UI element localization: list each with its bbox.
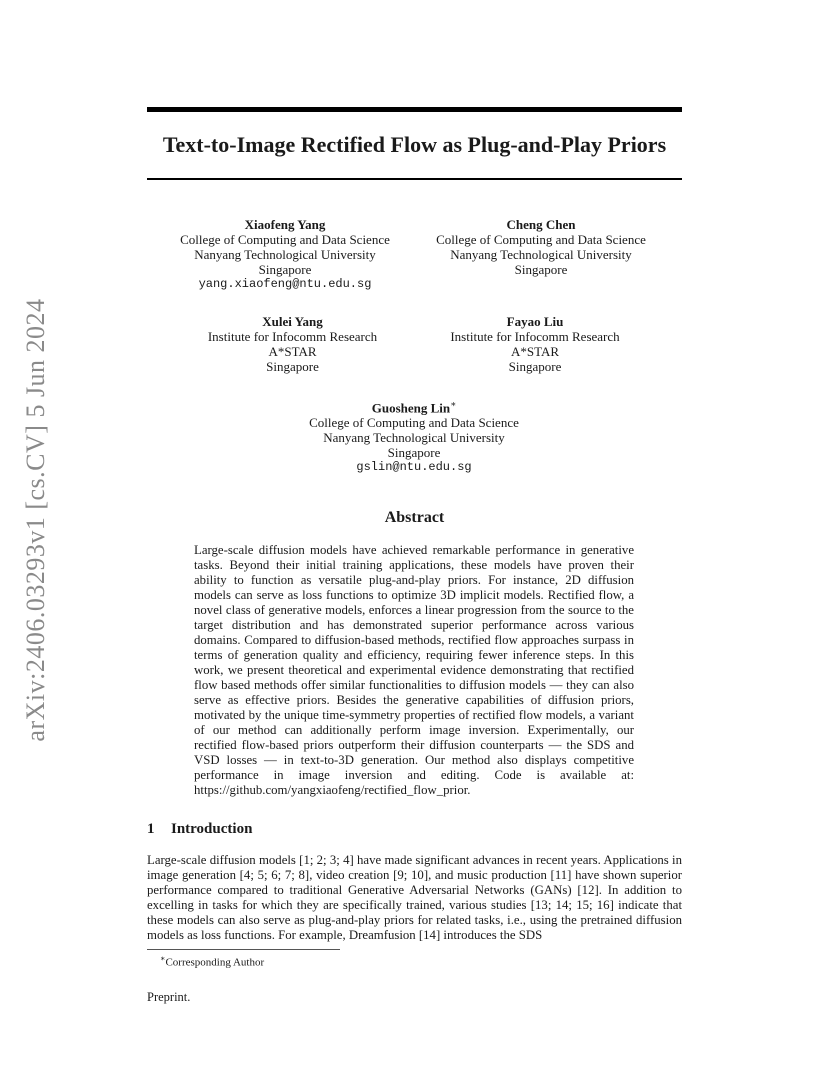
author-location: Singapore bbox=[514, 262, 568, 277]
author-affiliation: Institute for Infocomm Research bbox=[207, 329, 378, 344]
author-block bbox=[426, 217, 656, 277]
footnote-marker: ∗ bbox=[160, 954, 166, 963]
author-name: Xulei Yang bbox=[262, 314, 323, 329]
preprint-label: Preprint. bbox=[147, 990, 191, 1004]
paper-title: Text-to-Image Rectified Flow as Plug-and-Play Priors bbox=[162, 132, 667, 157]
footnote bbox=[160, 952, 264, 970]
title-top-rule bbox=[147, 107, 682, 112]
section-heading bbox=[147, 820, 252, 838]
footnote-rule bbox=[147, 949, 340, 950]
author-location: Singapore bbox=[266, 359, 319, 374]
author-affiliation: Nanyang Technological University bbox=[194, 247, 376, 262]
author-block bbox=[299, 397, 529, 475]
author-email: gslin@ntu.edu.sg bbox=[356, 460, 472, 475]
author-affiliation: Institute for Infocomm Research bbox=[450, 329, 620, 344]
author-affiliation: College of Computing and Data Science bbox=[436, 232, 646, 247]
section-number: 1 bbox=[147, 821, 155, 837]
footnote-text: Corresponding Author bbox=[165, 956, 265, 969]
author-name: Fayao Liu bbox=[506, 314, 564, 329]
abstract-text: Large-scale diffusion models have achieved remarkable performance in generative tasks. Beyond their initial training applications, these models have proven their ability to function as versatile plug-and-play priors. For instance, 2D diffusion models can serve as loss functions to optimize 3D implicit models. Rectified flow, a novel class of generative models, enforces a linear progression from the source to the target distribution and has demonstrated superior performance across various domains. Compared to diffusion-based methods, rectified flow approaches surpass in terms of generation quality and efficiency, requiring fewer inference steps. In this work, we present theoretical and experimental evidence demonstrating that rectified flow based methods offer similar functionalities to diffusion models — they can also serve as effective priors. Besides the generative capabilities of diffusion priors, motivated by the unique time-symmetry properties of rectified flow models, a variant of our method can additionally perform image inversion. Experimentally, our rectified flow-based priors outperform their diffusion counterparts — the SDS and VSD losses — in text-to-3D generation. Our method also displays competitive performance in image inversion and editing. Code is available at: https://github.com/yangxiaofeng/rectified_flow_prior. bbox=[194, 543, 634, 797]
introduction-text: Large-scale diffusion models [1; 2; 3; 4] have made significant advances in recent years. Applications in image generation [4; 5; 6; 7; 8], video creation [9; 10], and music production [11] have shown superior performance compared to traditional Generative Adversarial Networks (GANs) [12]. In addition to excelling in tasks for which they are specifically trained, various studies [13; 14; 15; 16] indicate that these models can also serve as plug-and-play priors for related tasks, i.e., using the pretrained diffusion models as loss functions. For example, Dreamfusion [14] introduces the SDS bbox=[147, 853, 682, 942]
author-affiliation: Nanyang Technological University bbox=[323, 430, 505, 446]
author-affiliation: College of Computing and Data Science bbox=[309, 415, 519, 431]
section-title: Introduction bbox=[171, 821, 253, 837]
author-email: yang.xiaofeng@ntu.edu.sg bbox=[198, 277, 372, 291]
author-name bbox=[299, 397, 529, 415]
author-affiliation: A*STAR bbox=[510, 344, 560, 359]
author-location: Singapore bbox=[387, 445, 441, 461]
author-affiliation: College of Computing and Data Science bbox=[180, 232, 390, 247]
corresponding-author-marker: ∗ bbox=[450, 399, 457, 409]
author-affiliation: Nanyang Technological University bbox=[450, 247, 632, 262]
author-location: Singapore bbox=[258, 262, 312, 277]
author-name: Cheng Chen bbox=[506, 217, 576, 232]
author-affiliation: A*STAR bbox=[268, 344, 317, 359]
arxiv-side-stamp: arXiv:2406.03293v1 [cs.CV] 5 Jun 2024 bbox=[21, 298, 50, 742]
title-bottom-rule bbox=[147, 178, 682, 180]
author-name-text: Guosheng Lin bbox=[371, 400, 451, 416]
author-location: Singapore bbox=[508, 359, 562, 374]
abstract-heading: Abstract bbox=[384, 509, 445, 526]
author-block bbox=[420, 314, 650, 374]
author-name: Xiaofeng Yang bbox=[244, 217, 326, 232]
author-block bbox=[170, 217, 400, 292]
author-block bbox=[170, 314, 415, 374]
